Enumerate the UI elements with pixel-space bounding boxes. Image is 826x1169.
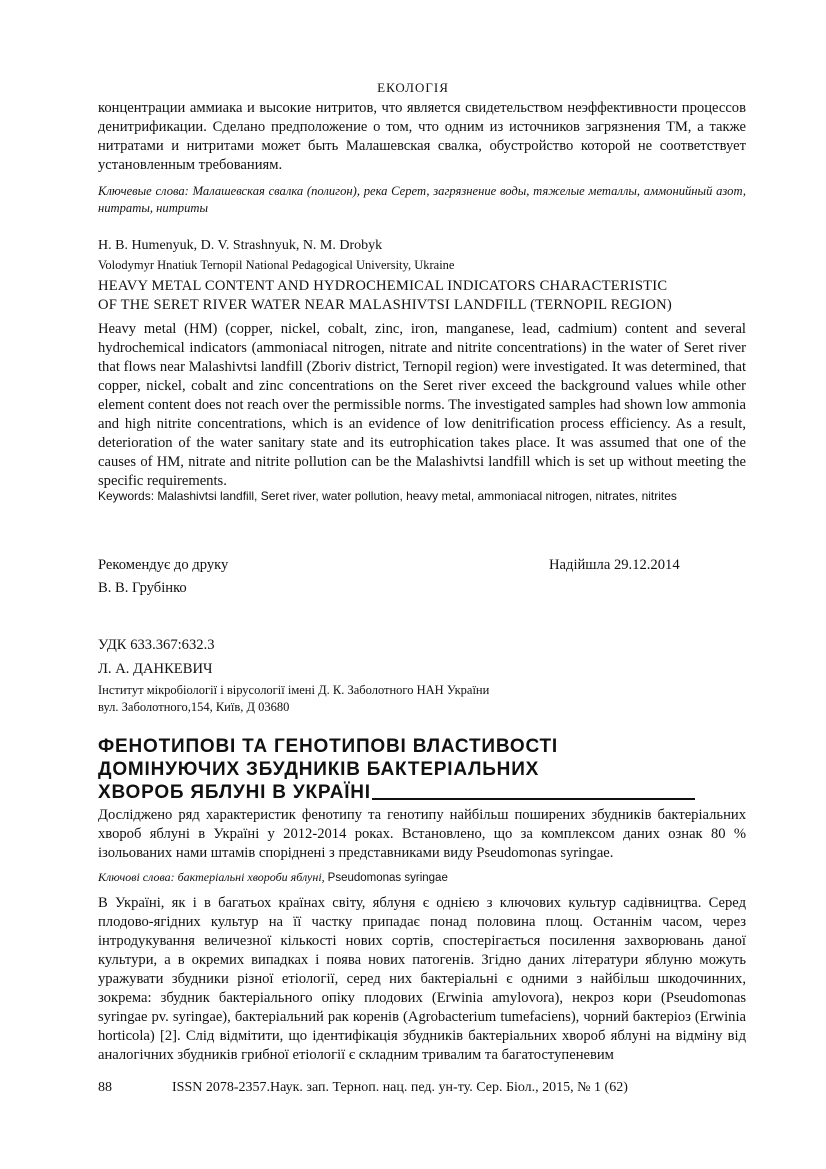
ua-title-line-2: ДОМІНУЮЧИХ ЗБУДНИКІВ БАКТЕРІАЛЬНИХ [98, 759, 540, 780]
recommendation-label: Рекомендує до друку [98, 557, 229, 573]
ua-title-line-3: ХВОРОБ ЯБЛУНІ В УКРАЇНІ [98, 782, 371, 803]
ru-keywords: Ключевые слова: Малашевская свалка (полигон), река Серет, загрязнение воды, тяжелые металлы, аммонийный азот, нитраты, нитриты [98, 184, 746, 215]
journal-footer: ISSN 2078-2357.Наук. зап. Терноп. нац. пед. ун-ту. Сер. Біол., 2015, № 1 (62) [172, 1080, 628, 1095]
udc-code: УДК 633.367:632.3 [98, 637, 215, 653]
ua-title-line-1: ФЕНОТИПОВІ ТА ГЕНОТИПОВІ ВЛАСТИВОСТІ [98, 736, 558, 757]
en-title-line-1: HEAVY METAL CONTENT AND HYDROCHEMICAL INDICATORS CHARACTERISTIC [98, 278, 668, 294]
ua-affiliation-line-1: Інститут мікробіології і вірусології імені Д. К. Заболотного НАН України [98, 683, 490, 697]
ua-body-text: В Україні, як і в багатьох країнах світу, яблуня є однією з ключових культур садівництва. Серед плодово-ягідних культур на її частку припадає понад половина площ. Останнім часом, через інтродукування величезної кількості нових сортів, спостерігається посилення захворювань даної культури, а в окремих випадках і поява нових патогенів. Згідно даних літератури яблуню можуть уражувати збудники різної етіології, серед них бактеріальні є одними з найбільш шкодочинних, зокрема: збудник бактеріального опіку плодових (Erwinia amylovora), некроз кори (Pseudomonas syringae pv. syringae), бактеріальний рак коренів (Agrobacterium tumefaciens), чорний бактеріоз (Erwinia horticola) [2]. Слід відмітити, що ідентифікація збудників бактеріальних хвороб яблуні на відміну від аналогічних збудників грибної етіології є складним тривалим та багатоступеневим [98, 895, 746, 1063]
received-date: Надійшла 29.12.2014 [549, 557, 680, 573]
ua-keywords [98, 870, 746, 885]
title-underline [372, 798, 695, 800]
en-affiliation: Volodymyr Hnatiuk Ternopil National Pedagogical University, Ukraine [98, 258, 455, 272]
running-title: ЕКОЛОГІЯ [377, 80, 449, 95]
en-authors: H. B. Humenyuk, D. V. Strashnyuk, N. M. Drobyk [98, 238, 383, 253]
en-title-line-2: OF THE SERET RIVER WATER NEAR MALASHIVTSI LANDFILL (TERNOPIL REGION) [98, 297, 672, 313]
ua-author: Л. А. ДАНКЕВИЧ [98, 661, 213, 677]
ua-abstract: Досліджено ряд характеристик фенотипу та генотипу найбільш поширених збудників бактеріальних хвороб яблуні в Україні у 2012-2014 роках. Встановлено, що за комплексом даних ознак 80 % ізольованих нами штамів споріднені з представниками виду Pseudomonas syringae. [98, 807, 746, 861]
en-keywords: Keywords: Malashivtsi landfill, Seret river, water pollution, heavy metal, ammoniacal nitrogen, nitrates, nitrites [98, 489, 677, 503]
page-number: 88 [98, 1080, 112, 1095]
ua-keywords-label: Ключові слова: бактеріальні хвороби яблуні, [98, 870, 325, 884]
ru-abstract-ending: концентрации аммиака и высокие нитритов, что является свидетельством неэффективности процессов денитрификации. Сделано предположение о том, что одним из источников загрязнения ТМ, а также нитратами и нитритами может быть Малашевская свалка, обустройство которой не соответствует установленным требованиям. [98, 100, 746, 173]
ua-keywords-species: Pseudomonas syringae [327, 872, 448, 884]
ua-affiliation-line-2: вул. Заболотного,154, Київ, Д 03680 [98, 700, 290, 714]
en-abstract: Heavy metal (HM) (copper, nickel, cobalt, zinc, iron, manganese, lead, cadmium) content and several hydrochemical indicators (ammoniacal nitrogen, nitrate and nitrite concentrations) in the water of Seret river that flows near Malashivtsi landfill (Zboriv district, Ternopil region) were investigated. It was determined, that copper, nickel, cobalt and zinc concentrations on the Seret river exceed the background values while other element content does not reach over the permissible norms. The investigated samples had shown low ammonia and high nitrite concentrations, which is an evidence of low denitrification process efficiency. As a result, deterioration of the water sanitary state and its eutrophication takes place. It was assumed that one of the causes of HM, nitrate and nitrite pollution can be the Malashivtsi landfill which is set up without meeting the specific requirements. [98, 321, 746, 489]
recommender-name: В. В. Грубінко [98, 580, 187, 596]
